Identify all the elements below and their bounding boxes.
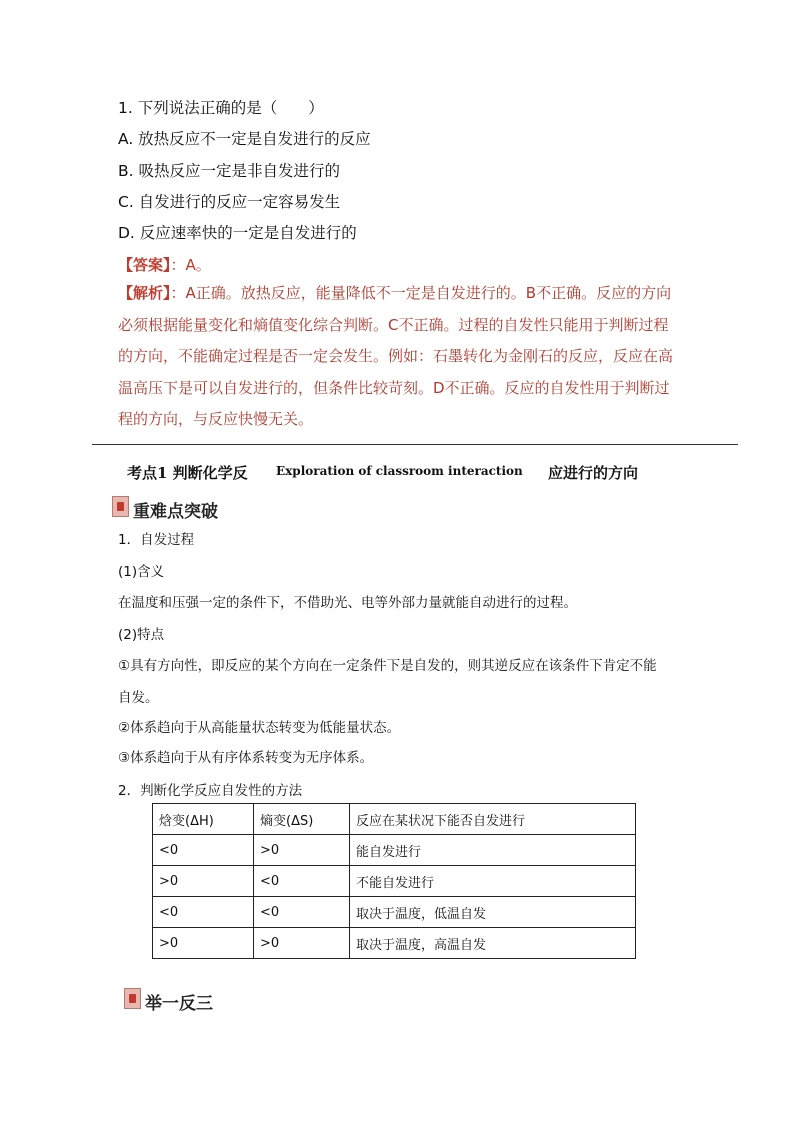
body-line: (1)含义 bbox=[118, 564, 165, 580]
option-b: B. 吸热反应一定是非自发进行的 bbox=[118, 162, 340, 180]
option-c: C. 自发进行的反应一定容易发生 bbox=[118, 193, 341, 211]
analysis-label: 【解析】 bbox=[118, 284, 171, 302]
question-stem: 1. 下列说法正确的是（ ） bbox=[118, 99, 324, 117]
option-a: A. 放热反应不一定是自发进行的反应 bbox=[118, 130, 371, 148]
table-cell: >0 bbox=[254, 835, 350, 866]
answer-line bbox=[118, 254, 211, 275]
table-header-cell: 焓变(ΔH) bbox=[153, 804, 254, 835]
table-cell: >0 bbox=[153, 866, 254, 897]
body-line: 在温度和压强一定的条件下，不借助光、电等外部力量就能自动进行的过程。 bbox=[118, 595, 577, 611]
body-line: 1．自发过程 bbox=[118, 532, 195, 548]
table-header-row bbox=[153, 804, 636, 835]
section-badge-icon bbox=[124, 988, 141, 1009]
table-header-cell: 熵变(ΔS) bbox=[254, 804, 350, 835]
table-row bbox=[153, 928, 636, 959]
divider bbox=[92, 444, 738, 445]
answer-text: ：A。 bbox=[170, 256, 211, 274]
table-cell: <0 bbox=[254, 866, 350, 897]
table-row bbox=[153, 897, 636, 928]
table-cell: 不能自发进行 bbox=[350, 866, 636, 897]
table-cell: 能自发进行 bbox=[350, 835, 636, 866]
body-line: 自发。 bbox=[118, 690, 159, 706]
heading-part2: 应进行的方向 bbox=[548, 464, 639, 482]
body-line: ①具有方向性，即反应的某个方向在一定条件下是自发的，则其逆反应在该条件下肯定不能 bbox=[118, 658, 657, 674]
heading-part1: 考点1 判断化学反 bbox=[127, 464, 248, 482]
table-row bbox=[153, 835, 636, 866]
option-d: D. 反应速率快的一定是自发进行的 bbox=[118, 224, 357, 242]
body-line: ③体系趋向于从有序体系转变为无序体系。 bbox=[118, 750, 374, 766]
section-title-practice: 举一反三 bbox=[145, 994, 213, 1014]
table-cell: >0 bbox=[153, 928, 254, 959]
table-cell: <0 bbox=[254, 897, 350, 928]
table-cell: >0 bbox=[254, 928, 350, 959]
heading-overlay: Exploration of classroom interaction bbox=[276, 464, 523, 478]
table-cell: 取决于温度，高温自发 bbox=[350, 928, 636, 959]
analysis-text: ：A正确。放热反应，能量降低不一定是自发进行的。B不正确。反应的方向必须根据能量变化和熵值变化综合判断。C不正确。过程的自发性只能用于判断过程的方向，不能确定过程是否一定会发生。例如：石墨转化为金刚石的反应，反应在高温高压下是可以自发进行的，但条件比较苛刻。D不正确。反应的自发性用于判断过程的方向，与反应快慢无关。 bbox=[118, 284, 674, 428]
body-line: 2．判断化学反应自发性的方法 bbox=[118, 783, 303, 799]
table-header-cell: 反应在某状况下能否自发进行 bbox=[350, 804, 636, 835]
section-badge-icon bbox=[112, 496, 129, 517]
section-title-key-points: 重难点突破 bbox=[133, 502, 218, 522]
answer-label: 【答案】 bbox=[118, 256, 171, 274]
table-cell: <0 bbox=[153, 835, 254, 866]
body-line: (2)特点 bbox=[118, 627, 165, 643]
analysis-paragraph bbox=[118, 278, 678, 436]
table-cell: 取决于温度，低温自发 bbox=[350, 897, 636, 928]
spontaneity-table bbox=[152, 803, 636, 959]
table-row bbox=[153, 866, 636, 897]
body-line: ②体系趋向于从高能量状态转变为低能量状态。 bbox=[118, 720, 401, 736]
table-cell: <0 bbox=[153, 897, 254, 928]
